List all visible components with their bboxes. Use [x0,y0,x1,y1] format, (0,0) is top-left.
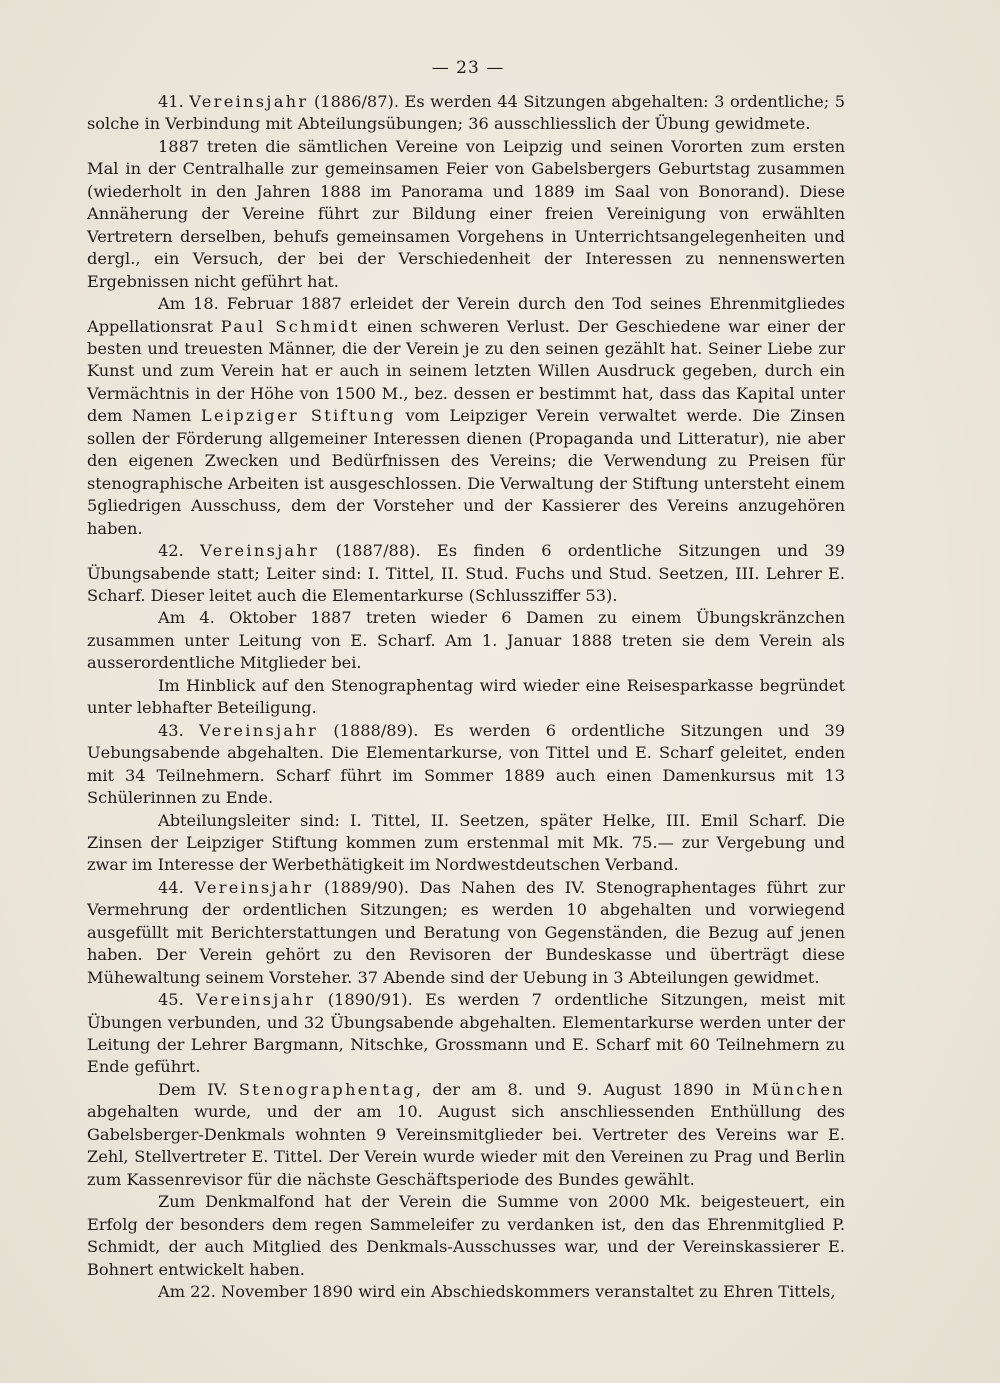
paragraph-text: 44. [158,877,195,897]
paragraph-text: vom Leipziger Verein verwaltet werde. Die Zinsen sollen der Förderung allgemeiner Interessen dienen (Propaganda und Litteratur), nie aber den eigenen Zwecken und Bedürfnissen des Vereins; die Verwendung zu Preisen für stenographische Arbeiten ist ausgeschlossen. Die Verwaltung der Stiftung untersteht einem 5gliedrigen Ausschuss, dem der Vorsteher und der Kassierer des Vereins anzugehören haben. [87,406,845,538]
paragraph-text: 45. [158,990,197,1010]
paragraph-text: Abteilungsleiter sind: I. Tittel, II. Seetzen, später Helke, III. Emil Scharf. Die Zinsen der Leipziger Stiftung kommen zum erstenmal mit Mk. 75.— zur Vergebung und zwar im Interesse der Werbethätigkeit im Nordwestdeutschen Verband. [87,810,845,875]
paragraph-text: (1887/88). Es finden 6 ordentliche Sitzungen und 39 Übungsabende statt; Leiter sind: I. Tittel, II. Stud. Fuchs und Stud. Seetzen, III. Lehrer E. Scharf. Dieser leitet auch die Elementarkurse (Schlussziffer 53). [87,541,846,605]
spaced-emphasis-text: Vereinsjahr [194,877,314,897]
paragraph [87,1281,845,1303]
paragraph [87,1191,845,1281]
paragraph-text: 42. [158,541,201,561]
paragraph [87,136,845,293]
paragraph-text: abgehalten wurde, und der am 10. August sich anschliessenden Enthüllung des Gabelsberger-Denkmals wohnten 9 Vereinsmitglieder bei. Vertreter des Vereins war E. Zehl, Stellvertreter E. Tittel. Der Verein wurde wieder mit den Vereinen zu Prag und Berlin zum Kassenrevisor für die nächste Geschäftsperiode des Bundes gewählt. [87,1102,845,1189]
paragraph-text: Am 22. November 1890 wird ein Abschiedskommers veranstaltet zu Ehren Tittels, [158,1282,836,1302]
page-number: — 23 — [431,58,505,78]
paragraph-text: 43. [158,720,199,740]
paragraph [87,810,845,877]
spaced-emphasis-text: Vereinsjahr [189,92,309,111]
spaced-emphasis-text: Stenographentag [238,1079,416,1099]
paragraph-text: Dem IV. [158,1079,239,1099]
paragraph-text: Am 18. Februar 1887 erleidet der Verein durch den Tod seines Ehrenmitgliedes Appellationsrat [87,294,845,336]
body-text [87,91,845,1303]
paragraph-text: (1888/89). Es werden 6 ordentliche Sitzungen und 39 Uebungsabende abgehalten. Die Elementarkurse, von Tittel und E. Scharf geleitet, enden mit 34 Teilnehmern. Scharf führt im Sommer 1889 auch einen Damenkursus mit 13 Schülerinnen zu Ende. [87,720,845,808]
paragraph-text: Im Hinblick auf den Stenographentag wird wieder eine Reisesparkasse begründet unter lebhafter Beteiligung. [87,675,845,718]
paragraph [87,720,845,810]
paragraph-text: Am 4. Oktober 1887 treten wieder 6 Damen zu einem Übungskränzchen zusammen unter Leitung von E. Scharf. Am 1. Januar 1888 treten sie dem Verein als ausserordentliche Mitglieder bei. [87,608,845,673]
paragraph-text: 1887 treten die sämtlichen Vereine von Leipzig und seinen Vororten zum ersten Mal in der Centralhalle zur gemeinsamen Feier von Gabelsbergers Geburtstag zusammen (wiederholt in den Jahren 1888 im Panorama und 1889 im Saal von Bonorand). Diese Annäherung der Vereine führt zur Bildung einer freien Vereinigung von erwählten Vertretern derselben, behufs gemeinsamen Vorgehens in Unterrichtsangelegenheiten und dergl., ein Versuch, der bei der Verschiedenheit der Interessen zu nennenswerten Ergebnissen nicht geführt hat. [87,136,845,291]
paragraph [87,1079,845,1191]
spaced-emphasis-text: Leipziger Stiftung [200,406,396,426]
paragraph-text: Zum Denkmalfond hat der Verein die Summe von 2000 Mk. beigesteuert, ein Erfolg der besonders dem regen Sammeleifer zu verdanken ist, den das Ehrenmitglied P. Schmidt, der auch Mitglied des Denkmals-Ausschusses war, und der Vereinskassierer E. Bohnert entwickelt haben. [87,1192,845,1279]
paragraph [87,540,845,607]
paragraph [87,91,845,136]
spaced-emphasis-text: Paul Schmidt [220,316,360,336]
paragraph [87,675,845,720]
paragraph [87,607,845,674]
paragraph-text: (1890/91). Es werden 7 ordentliche Sitzungen, meist mit Übungen verbunden, und 32 Übungsabende abgehalten. Elementarkurse werden unter der Leitung der Lehrer Bargmann, Nitschke, Grossmann und E. Scharf mit 60 Teilnehmern zu Ende geführt. [87,990,845,1077]
paragraph [87,293,845,540]
paragraph-text: (1889/90). Das Nahen des IV. Stenographentages führt zur Vermehrung der ordentlichen Sitzungen; es werden 10 abgehalten und vorwiegend ausgefüllt mit Berichterstattungen und Beratung von Gegenständen, die Bezug auf jenen haben. Der Verein gehört zu den Revisoren der Bundeskasse und überträgt diese Mühewaltung seinem Vorsteher. 37 Abende sind der Uebung in 3 Abteilungen gewidmet. [87,877,846,987]
spaced-emphasis-text: Vereinsjahr [200,541,320,561]
spaced-emphasis-text: München [751,1079,845,1099]
spaced-emphasis-text: Vereinsjahr [196,990,316,1010]
paragraph-text: 41. [158,92,190,111]
spaced-emphasis-text: Vereinsjahr [198,720,319,740]
paragraph [87,989,845,1079]
paragraph-text: einen schweren Verlust. Der Geschiedene war einer der besten und treuesten Männer, die der Verein je zu den seinen gezählt hat. Seiner Liebe zur Kunst und zum Verein hat er auch in seinem letzten Willen Ausdruck gegeben, durch ein Vermächtnis in der Höhe von 1500 M., bez. dessen er bestimmt hat, dass das Kapital unter dem Namen [87,316,845,426]
paragraph-text: , der am 8. und 9. August 1890 in [415,1079,752,1099]
paragraph [87,877,845,989]
paragraph-text: (1886/87). Es werden 44 Sitzungen abgehalten: 3 ordentliche; 5 solche in Verbindung mit Abteilungsübungen; 36 ausschliesslich der Übung gewidmete. [87,92,846,134]
